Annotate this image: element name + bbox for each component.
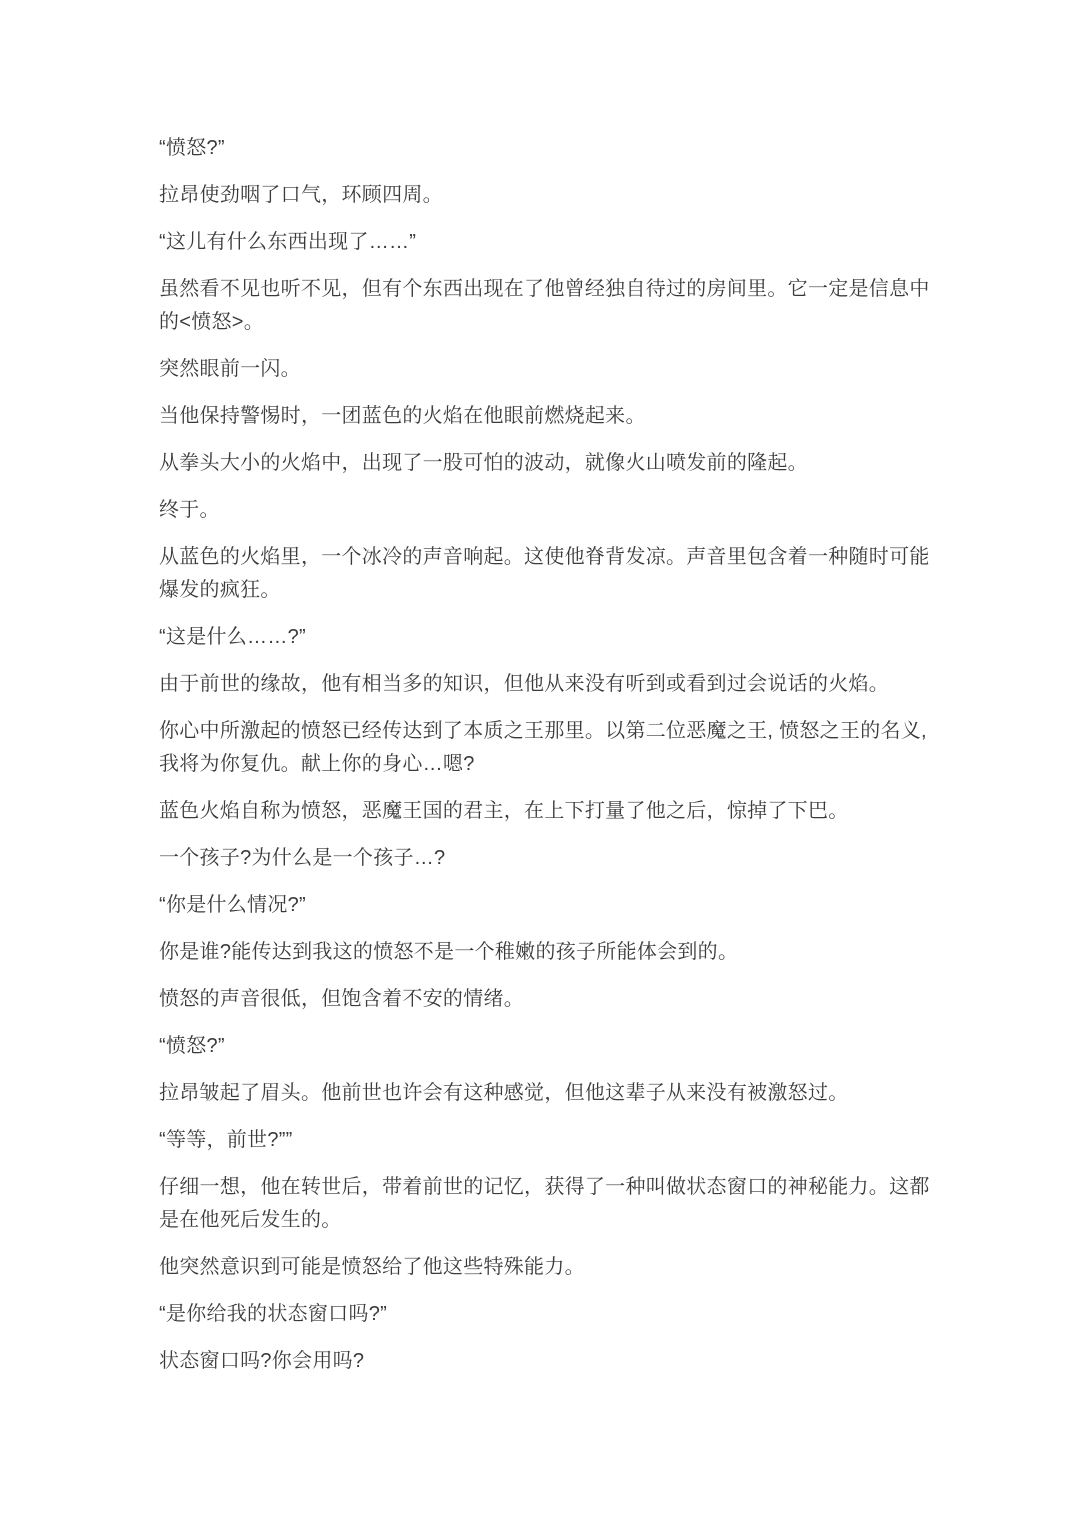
paragraph-18: “愤怒?” [159, 1035, 225, 1057]
paragraph-4: 虽然看不见也听不见，但有个东西出现在了他曾经独自待过的房间里。它一定是信息中的<愤怒>。 [159, 278, 930, 333]
paragraph-1: “愤怒?” [159, 137, 225, 159]
novel-text-page [159, 132, 931, 1378]
paragraph-19: 拉昂皱起了眉头。他前世也许会有这种感觉，但他这辈子从来没有被激怒过。 [159, 1082, 849, 1104]
paragraph-6: 当他保持警惕时，一团蓝色的火焰在他眼前燃烧起来。 [159, 405, 646, 427]
paragraph-10: “这是什么……?” [159, 626, 306, 648]
paragraph-20: “等等，前世?”” [159, 1129, 293, 1151]
paragraph-15: “你是什么情况?” [159, 894, 306, 916]
paragraph-22: 他突然意识到可能是愤怒给了他这些特殊能力。 [159, 1256, 585, 1278]
paragraph-7: 从拳头大小的火焰中，出现了一股可怕的波动，就像火山喷发前的隆起。 [159, 452, 808, 474]
paragraph-16: 你是谁?能传达到我这的愤怒不是一个稚嫩的孩子所能体会到的。 [159, 941, 739, 963]
paragraph-13: 蓝色火焰自称为愤怒，恶魔王国的君主，在上下打量了他之后，惊掉了下巴。 [159, 800, 849, 822]
paragraph-5: 突然眼前一闪。 [159, 358, 301, 380]
paragraph-2: 拉昂使劲咽了口气，环顾四周。 [159, 184, 443, 206]
paragraph-17: 愤怒的声音很低，但饱含着不安的情绪。 [159, 988, 525, 1010]
paragraph-12: 你心中所激起的愤怒已经传达到了本质之王那里。以第二位恶魔之王, 愤怒之王的名义, 我将为你复仇。献上你的身心…嗯? [159, 720, 927, 775]
paragraph-3: “这儿有什么东西出现了……” [159, 231, 417, 253]
paragraph-21: 仔细一想，他在转世后，带着前世的记忆，获得了一种叫做状态窗口的神秘能力。这都是在他死后发生的。 [159, 1176, 930, 1231]
paragraph-14: 一个孩子?为什么是一个孩子…? [159, 847, 446, 869]
paragraph-9: 从蓝色的火焰里，一个冰冷的声音响起。这使他脊背发凉。声音里包含着一种随时可能爆发的疯狂。 [159, 546, 930, 601]
paragraph-23: “是你给我的状态窗口吗?” [159, 1303, 388, 1325]
paragraph-24: 状态窗口吗?你会用吗? [159, 1350, 365, 1372]
paragraph-11: 由于前世的缘故，他有相当多的知识，但他从来没有听到或看到过会说话的火焰。 [159, 673, 890, 695]
paragraph-8: 终于。 [159, 499, 220, 521]
